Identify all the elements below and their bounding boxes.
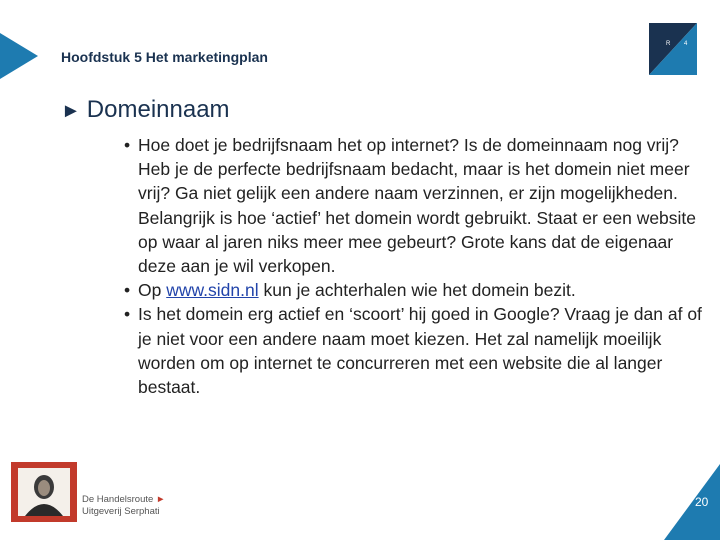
slide-title-text: Domeinnaam [86,96,230,123]
bullet-list [120,133,705,399]
bullet-item [120,133,705,278]
page-number: 20 [695,495,709,509]
play-arrow-icon: ► [61,100,81,122]
sidn-link[interactable]: www.sidn.nl [166,280,259,301]
bullet-item [120,278,705,302]
chapter-title: Hoofdstuk 5 Het marketingplan [61,49,268,65]
logo-letter-r: R [666,41,671,47]
bullet-suffix: kun je achterhalen wie het domein bezit. [258,280,576,301]
decorative-triangle [0,33,38,79]
bullet-item [120,302,705,399]
publisher-line-1: De Handelsroute [82,494,154,505]
bullet-dot-icon: • [124,135,131,155]
bullet-dot-icon: • [124,304,131,325]
slide-title [61,96,230,124]
logo-letter-4: 4 [684,41,688,47]
bullet-text: Hoe doet je bedrijfsnaam het op internet? Is de domeinnaam nog vrij? Heb je de perfecte bedrijfsnaam bedacht, maar is het domein niet meer vrij? Ga niet gelijk een andere naam verzinnen, er zijn mogelijkheden. Belangrijk is hoe ‘actief’ het domein wordt gebruikt. Staat er een website op waar al jaren niks meer mee gebeurt? Grote kans dat de eigenaar deze aan je wil verkopen. [138,135,697,277]
publisher-line-2: Uitgeverij Serphati [82,506,160,517]
brand-logo [649,23,697,75]
publisher-portrait-logo [11,462,77,522]
publisher-arrow-icon: ► [155,494,166,505]
page-badge [664,464,720,540]
bullet-text: Is het domein erg actief en ‘scoort’ hij goed in Google? Vraag je dan af of je niet voor een andere naam moet kiezen. Het zal namelijk moeilijk worden om op internet te concurreren met een website die al langer bestaat. [138,304,702,398]
bullet-prefix: Op [138,280,167,301]
publisher-name [82,494,165,518]
bullet-dot-icon: • [124,280,131,301]
